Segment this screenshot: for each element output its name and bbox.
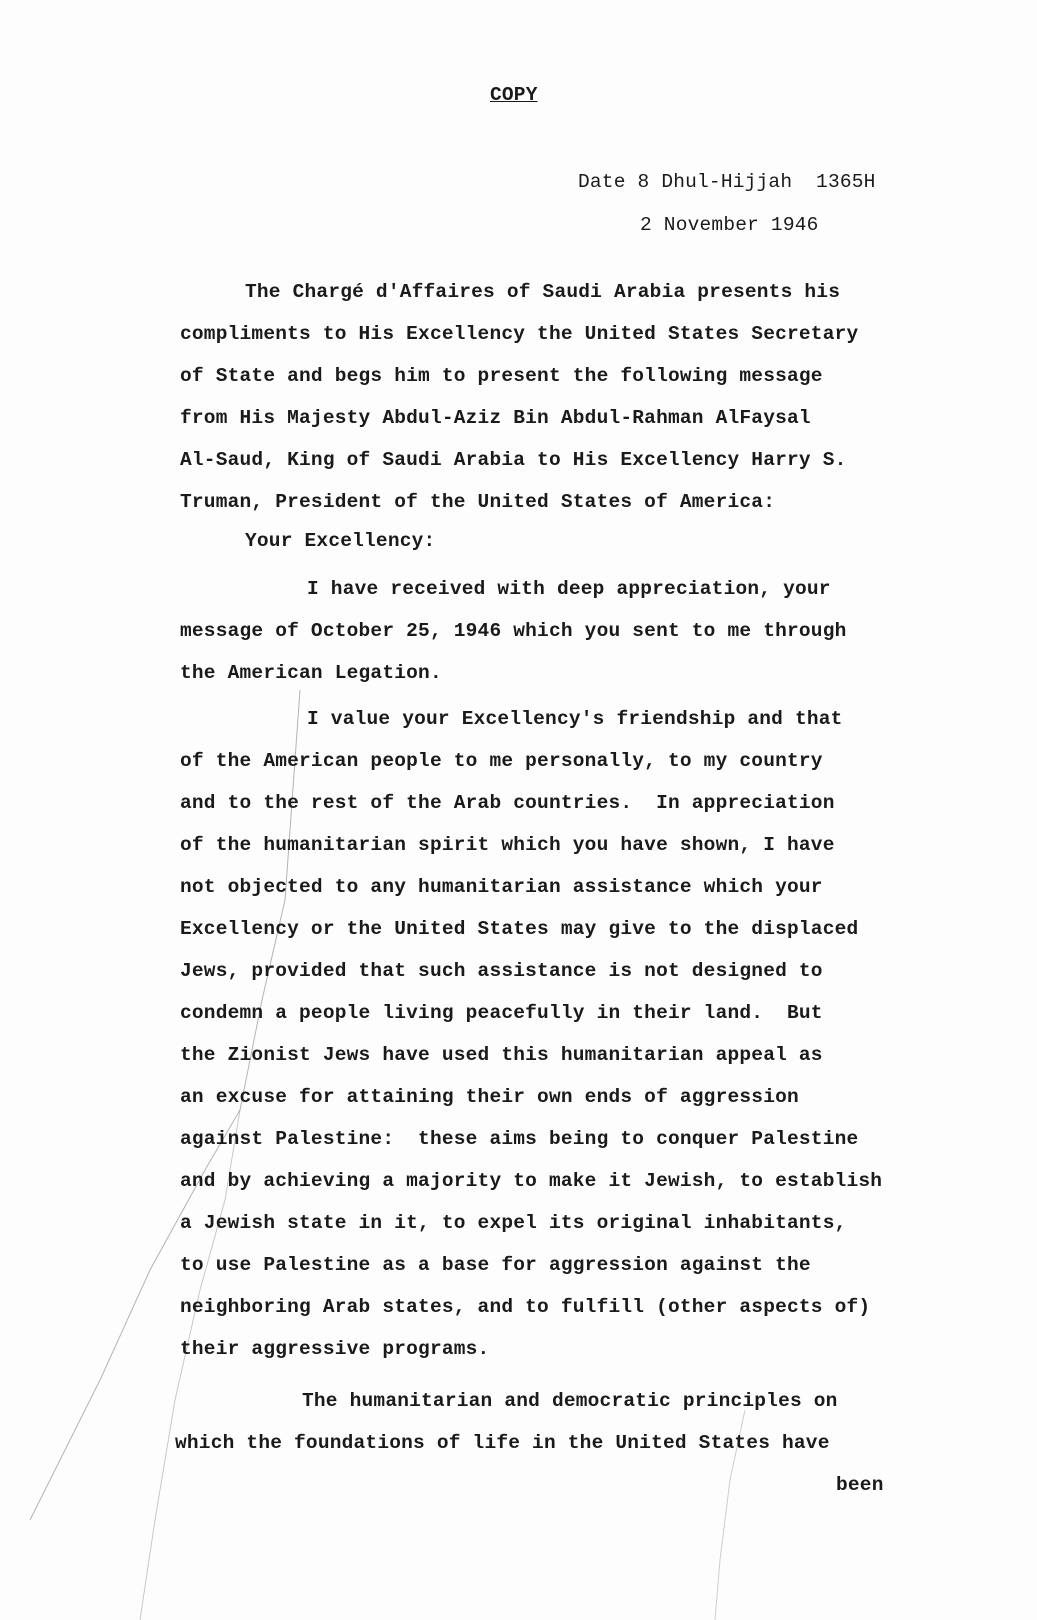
paragraph2-line: of the American people to me personally, to my country: [180, 750, 823, 772]
salutation: Your Excellency:: [245, 530, 436, 552]
paragraph2-line: I value your Excellency's friendship and that: [307, 708, 843, 730]
paragraph2-line: an excuse for attaining their own ends of aggression: [180, 1086, 799, 1108]
paragraph2-line: and to the rest of the Arab countries. In appreciation: [180, 792, 835, 814]
paragraph2-line: neighboring Arab states, and to fulfill (other aspects of): [180, 1296, 871, 1318]
paragraph3-line: The humanitarian and democratic principles on: [302, 1390, 838, 1412]
date-hijri: Date 8 Dhul-Hijjah 1365H: [578, 171, 876, 193]
paragraph2-line: Jews, provided that such assistance is not designed to: [180, 960, 823, 982]
paragraph1-line: the American Legation.: [180, 662, 442, 684]
paragraph1-line: message of October 25, 1946 which you sent to me through: [180, 620, 847, 642]
intro-line: Truman, President of the United States of America:: [180, 491, 776, 513]
paragraph2-line: and by achieving a majority to make it Jewish, to establish: [180, 1170, 883, 1192]
paragraph1-line: I have received with deep appreciation, your: [307, 578, 831, 600]
intro-line: The Chargé d'Affaires of Saudi Arabia presents his: [245, 281, 841, 303]
paragraph2-line: a Jewish state in it, to expel its original inhabitants,: [180, 1212, 847, 1234]
paragraph2-line: the Zionist Jews have used this humanitarian appeal as: [180, 1044, 823, 1066]
paragraph2-line: against Palestine: these aims being to conquer Palestine: [180, 1128, 859, 1150]
intro-line: of State and begs him to present the following message: [180, 365, 823, 387]
intro-line: Al-Saud, King of Saudi Arabia to His Excellency Harry S.: [180, 449, 847, 471]
paragraph2-line: Excellency or the United States may give to the displaced: [180, 918, 859, 940]
intro-line: compliments to His Excellency the United States Secretary: [180, 323, 859, 345]
paragraph2-line: of the humanitarian spirit which you have shown, I have: [180, 834, 835, 856]
paragraph3-line: which the foundations of life in the United States have: [175, 1432, 830, 1454]
paragraph2-line: their aggressive programs.: [180, 1338, 490, 1360]
intro-line: from His Majesty Abdul-Aziz Bin Abdul-Rahman AlFaysal: [180, 407, 811, 429]
paragraph2-line: to use Palestine as a base for aggression against the: [180, 1254, 811, 1276]
continuation-word: been: [836, 1474, 884, 1496]
date-gregorian: 2 November 1946: [640, 214, 819, 236]
copy-heading: COPY: [490, 84, 538, 106]
paragraph2-line: not objected to any humanitarian assistance which your: [180, 876, 823, 898]
paragraph2-line: condemn a people living peacefully in their land. But: [180, 1002, 823, 1024]
